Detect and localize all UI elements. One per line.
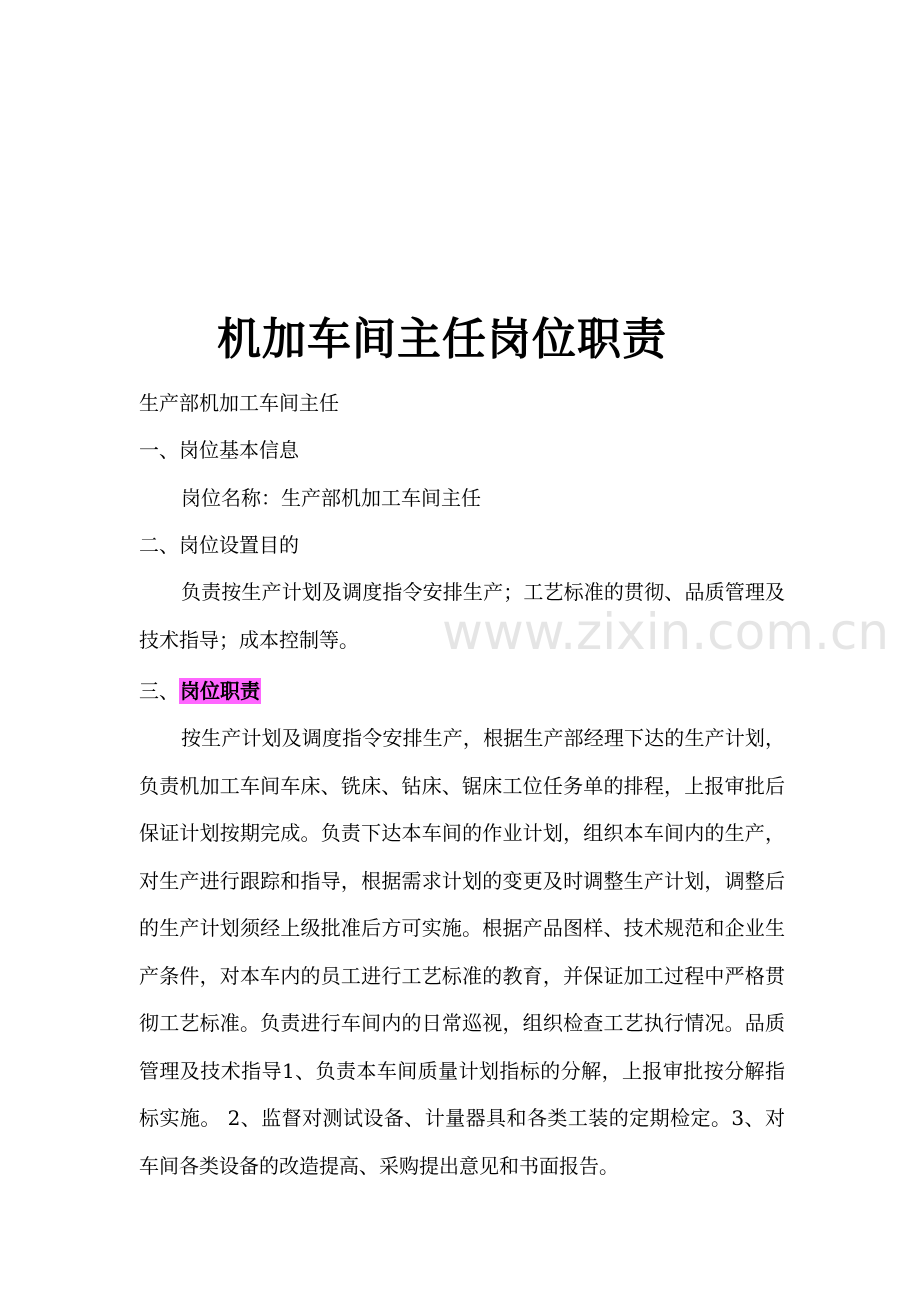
section-2-body: 负责按生产计划及调度指令安排生产；工艺标准的贯彻、品质管理及技术指导；成本控制等。 xyxy=(139,580,785,652)
section-3-highlighted-heading: 岗位职责 xyxy=(180,679,260,703)
position-name-line: 岗位名称：生产部机加工车间主任 xyxy=(181,486,481,510)
page-title: 机加车间主任岗位职责 xyxy=(217,314,667,365)
section-3-prefix: 三、 xyxy=(139,679,179,703)
section-2-heading: 二、岗位设置目的 xyxy=(139,533,299,557)
section-1-heading: 一、岗位基本信息 xyxy=(139,438,299,462)
watermark: www.zixin.com.cn xyxy=(442,603,890,661)
section-3-heading xyxy=(139,677,261,705)
section-3-body: 按生产计划及调度指令安排生产，根据生产部经理下达的生产计划，负责机加工车间车床、铣床、钻床、锯床工位任务单的排程，上报审批后保证计划按期完成。负责下达本车间的作业计划，组织本车间内的生产，对生产进行跟踪和指导，根据需求计划的变更及时调整生产计划，调整后的生产计划须经上级批准后方可实施。根据产品图样、技术规范和企业生产条件，对本车内的员工进行工艺标准的教育，并保证加工过程中严格贯彻工艺标准。负责进行车间内的日常巡视，组织检查工艺执行情况。品质管理及技术指导1、负责本车间质量计划指标的分解，上报审批按分解指标实施。 2、监督对测试设备、计量器具和各类工装的定期检定。3、对车间各类设备的改造提高、采购提出意见和书面报告。 xyxy=(139,726,785,1178)
department-subtitle: 生产部机加工车间主任 xyxy=(139,391,339,415)
